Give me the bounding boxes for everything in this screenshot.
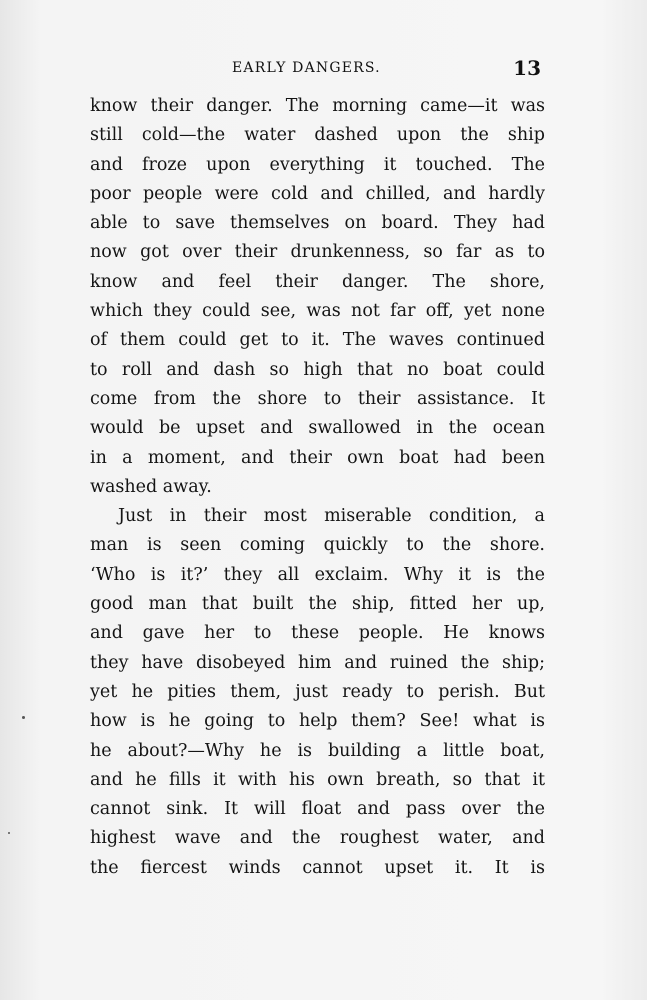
- paper-speck: [8, 832, 10, 834]
- text-line: washed away.: [90, 476, 212, 497]
- text-line: would be upset and swallowed in the ocean: [90, 418, 545, 439]
- paper-speck: [22, 716, 25, 719]
- text-line: they have disobeyed him and ruined the ship;: [90, 652, 545, 673]
- text-line: in a moment, and their own boat had been: [90, 447, 545, 468]
- text-line: and froze upon everything it touched. The: [90, 154, 545, 175]
- text-line: know and feel their danger. The shore,: [90, 271, 545, 292]
- text-line: how is he going to help them? See! what is: [90, 711, 545, 732]
- text-line: yet he pities them, just ready to perish. But: [90, 681, 545, 702]
- text-line: cannot sink. It will float and pass over the: [90, 799, 545, 820]
- text-line: now got over their drunkenness, so far as to: [90, 242, 545, 263]
- text-line: poor people were cold and chilled, and hardly: [90, 183, 545, 204]
- text-line: and gave her to these people. He knows: [90, 623, 545, 644]
- text-line: the fiercest winds cannot upset it. It is: [90, 857, 545, 878]
- text-line: ‘Who is it?’ they all exclaim. Why it is the: [90, 564, 545, 585]
- text-line: able to save themselves on board. They had: [90, 213, 545, 234]
- text-line: and he fills it with his own breath, so that it: [90, 769, 545, 790]
- text-line: which they could see, was not far off, yet none: [90, 301, 545, 322]
- page-header: [90, 58, 545, 82]
- text-line: man is seen coming quickly to the shore.: [90, 535, 545, 556]
- text-line: Just in their most miserable condition, a: [118, 506, 545, 527]
- text-line: of them could get to it. The waves continued: [90, 330, 545, 351]
- text-line: come from the shore to their assistance. It: [90, 388, 545, 409]
- text-line: good man that built the ship, fitted her up,: [90, 594, 545, 615]
- text-line: he about?—Why he is building a little boat,: [90, 740, 545, 761]
- page-number: 13: [513, 56, 541, 80]
- text-line: to roll and dash so high that no boat could: [90, 359, 545, 380]
- page-body: [90, 92, 545, 883]
- running-title: EARLY DANGERS.: [232, 60, 381, 76]
- text-line: know their danger. The morning came—it was: [90, 96, 545, 116]
- text-line: highest wave and the roughest water, and: [90, 828, 545, 849]
- text-line: still cold—the water dashed upon the ship: [90, 125, 545, 146]
